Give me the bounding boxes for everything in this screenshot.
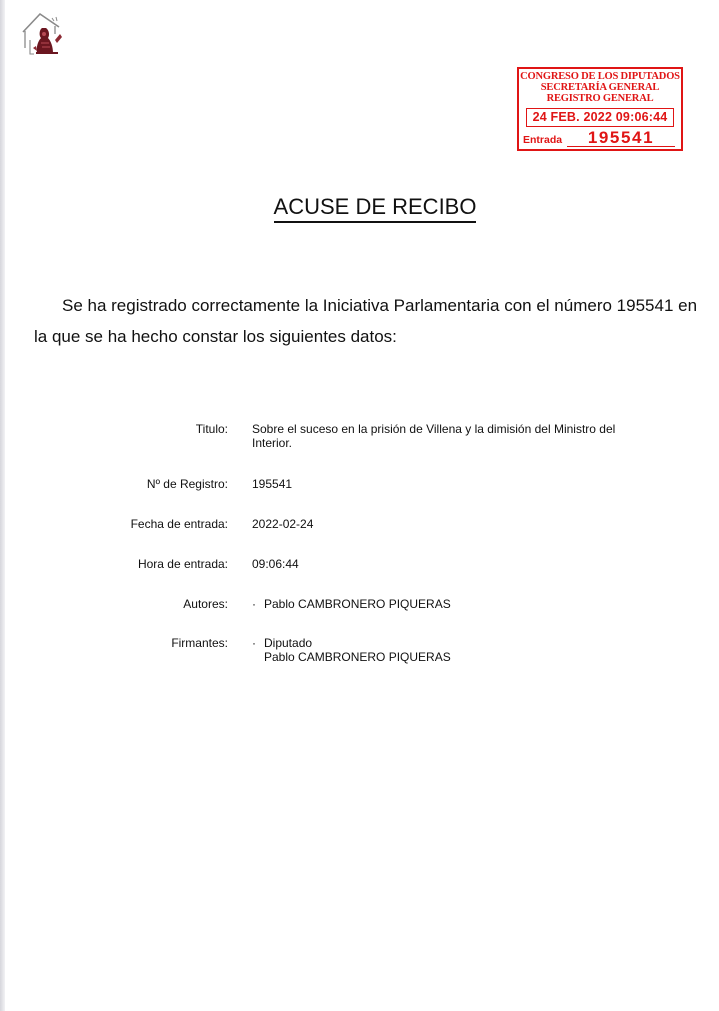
autores-name: Pablo CAMBRONERO PIQUERAS <box>264 597 451 611</box>
registry-stamp <box>517 67 683 151</box>
stamp-entry <box>523 129 679 147</box>
titulo-value-line-2: Interior. <box>252 436 293 450</box>
autores-label: Autores: <box>183 597 228 611</box>
titulo-value-line-1: Sobre el suceso en la prisión de Villena y la dimisión del Ministro del <box>252 422 616 436</box>
intro-paragraph <box>34 290 719 352</box>
congreso-logo-icon <box>20 10 66 58</box>
document-title-text: ACUSE DE RECIBO <box>274 193 477 223</box>
autores-list-item <box>252 597 644 611</box>
intro-paragraph-line-1 <box>34 290 719 321</box>
stamp-institution: CONGRESO DE LOS DIPUTADOS <box>520 71 680 82</box>
firmantes-role: Diputado <box>264 636 313 650</box>
autores-value <box>252 597 644 611</box>
firmantes-name: Pablo CAMBRONERO PIQUERAS <box>264 650 451 664</box>
stamp-date-time: 24 FEB. 2022 09:06:44 <box>526 108 674 127</box>
fecha-value: 2022-02-24 <box>252 517 314 531</box>
intro-paragraph-line-2: la que se ha hecho constar los siguientes datos: <box>34 327 397 346</box>
stamp-entry-number: 195541 <box>567 129 675 147</box>
firmantes-value <box>252 636 644 664</box>
registro-value: 195541 <box>252 477 293 491</box>
stamp-registro: REGISTRO GENERAL <box>546 93 654 104</box>
autores-bullet: · <box>252 597 256 611</box>
document-title <box>0 192 719 223</box>
firmantes-label: Firmantes: <box>171 636 228 650</box>
stamp-secretaria: SECRETARÍA GENERAL <box>540 82 660 93</box>
titulo-value <box>252 422 644 450</box>
fecha-label: Fecha de entrada: <box>130 517 228 531</box>
firmantes-list-item <box>252 636 644 664</box>
page-left-edge <box>0 0 5 1011</box>
hora-value: 09:06:44 <box>252 557 299 571</box>
intro-paragraph-line-1-text: Se ha registrado correctamente la Iniciativa Parlamentaria con el número 195541 en <box>62 296 698 315</box>
stamp-entry-label: Entrada <box>523 134 563 146</box>
registro-label: Nº de Registro: <box>146 477 228 491</box>
firmantes-bullet: · <box>252 636 256 650</box>
hora-label: Hora de entrada: <box>137 557 228 571</box>
titulo-label: Titulo: <box>195 422 228 436</box>
